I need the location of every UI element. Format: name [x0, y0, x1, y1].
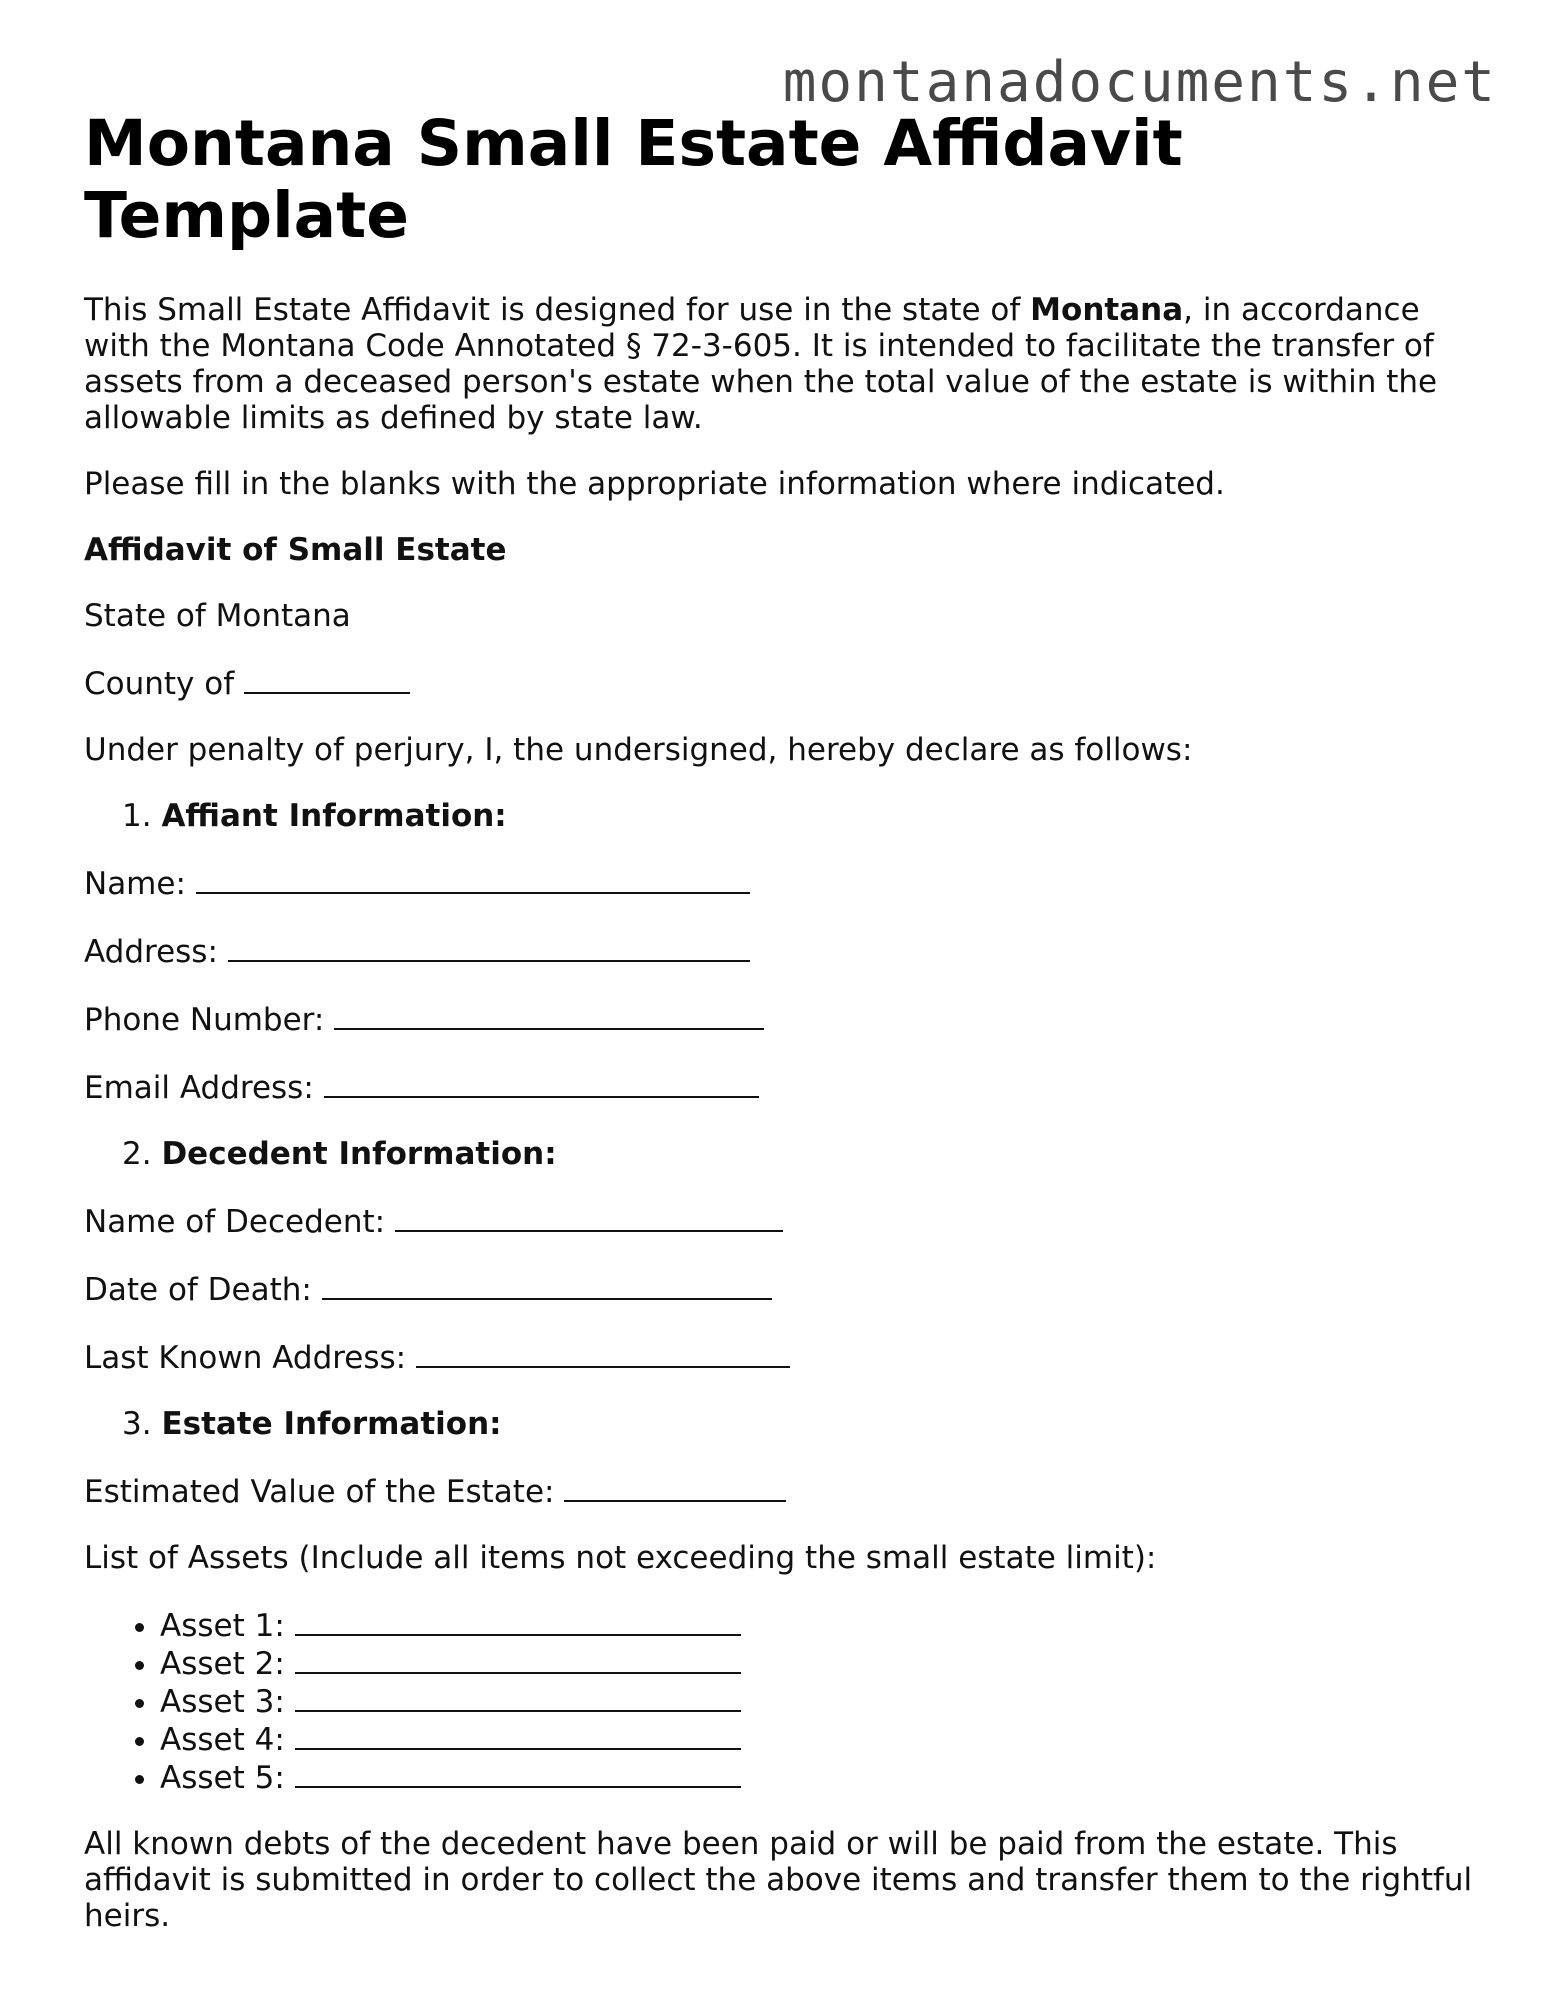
affiant-email-line [84, 1068, 1474, 1106]
field-label: Name of Decedent: [84, 1204, 386, 1240]
estate-value-blank[interactable] [564, 1472, 786, 1502]
list-item [160, 1644, 1474, 1682]
watermark: montanadocuments.net [782, 50, 1497, 115]
closing-paragraph: All known debts of the decedent have been paid or will be paid from the estate. This affidavit is submitted in order to collect the above items and transfer them to the rightful heirs. [84, 1826, 1473, 1934]
section-number: 1. [122, 798, 152, 834]
last-address-blank[interactable] [416, 1338, 790, 1368]
intro-paragraph [84, 292, 1474, 436]
field-label: Name: [84, 866, 186, 902]
section-decedent-heading [122, 1136, 1474, 1172]
field-label: Address: [84, 934, 218, 970]
list-item [160, 1720, 1474, 1758]
list-item [160, 1682, 1474, 1720]
section-title: Estate Information: [161, 1406, 502, 1442]
last-address-line [84, 1338, 1474, 1376]
document-body [84, 292, 1474, 1964]
estate-value-line [84, 1472, 1474, 1510]
date-of-death-line [84, 1270, 1474, 1308]
intro-text-end: , in accordance with the Montana Code Annotated § 72-3-605. It is intended to facilitate the transfer of assets from a deceased person's estate when the total value of the estate is within the allowable limits as defined by state law. [84, 292, 1438, 436]
section-title: Decedent Information: [161, 1136, 557, 1172]
assets-intro: List of Assets (Include all items not exceeding the small estate limit): [84, 1540, 1157, 1576]
asset-label: Asset 1: [160, 1608, 285, 1644]
asset-blank[interactable] [295, 1682, 741, 1712]
affidavit-heading [84, 532, 1474, 568]
section-number: 3. [122, 1406, 152, 1442]
affidavit-heading-text: Affidavit of Small Estate [84, 532, 507, 568]
field-label: Last Known Address: [84, 1340, 407, 1376]
field-label: Phone Number: [84, 1002, 325, 1038]
state-line: State of Montana [84, 598, 351, 634]
asset-label: Asset 3: [160, 1684, 285, 1720]
affiant-phone-blank[interactable] [334, 1000, 764, 1030]
asset-blank[interactable] [295, 1606, 741, 1636]
declaration: Under penalty of perjury, I, the undersigned, hereby declare as follows: [84, 732, 1193, 768]
asset-label: Asset 5: [160, 1760, 285, 1796]
field-label: Date of Death: [84, 1272, 312, 1308]
county-blank[interactable] [244, 664, 410, 694]
affiant-address-line [84, 932, 1474, 970]
field-label: Email Address: [84, 1070, 314, 1106]
instructions: Please fill in the blanks with the appropriate information where indicated. [84, 466, 1225, 502]
affiant-name-blank[interactable] [196, 864, 750, 894]
asset-blank[interactable] [295, 1720, 741, 1750]
date-of-death-blank[interactable] [322, 1270, 772, 1300]
page-title: Montana Small Estate Affidavit Template [84, 107, 1183, 252]
asset-blank[interactable] [295, 1758, 741, 1788]
affiant-phone-line [84, 1000, 1474, 1038]
field-label: Estimated Value of the Estate: [84, 1474, 555, 1510]
section-number: 2. [122, 1136, 152, 1172]
affiant-email-blank[interactable] [324, 1068, 759, 1098]
list-item [160, 1606, 1474, 1644]
affiant-address-blank[interactable] [228, 932, 750, 962]
asset-label: Asset 4: [160, 1722, 285, 1758]
affiant-name-line [84, 864, 1474, 902]
list-item [160, 1758, 1474, 1796]
decedent-name-blank[interactable] [395, 1202, 783, 1232]
intro-state-bold: Montana [1030, 292, 1184, 328]
assets-list [84, 1606, 1474, 1796]
asset-label: Asset 2: [160, 1646, 285, 1682]
intro-text-start: This Small Estate Affidavit is designed for use in the state of [84, 292, 1031, 328]
county-line [84, 664, 1474, 702]
decedent-name-line [84, 1202, 1474, 1240]
section-affiant-heading [122, 798, 1474, 834]
asset-blank[interactable] [295, 1644, 741, 1674]
section-title: Affiant Information: [161, 798, 507, 834]
county-label: County of [84, 666, 235, 702]
section-estate-heading [122, 1406, 1474, 1442]
